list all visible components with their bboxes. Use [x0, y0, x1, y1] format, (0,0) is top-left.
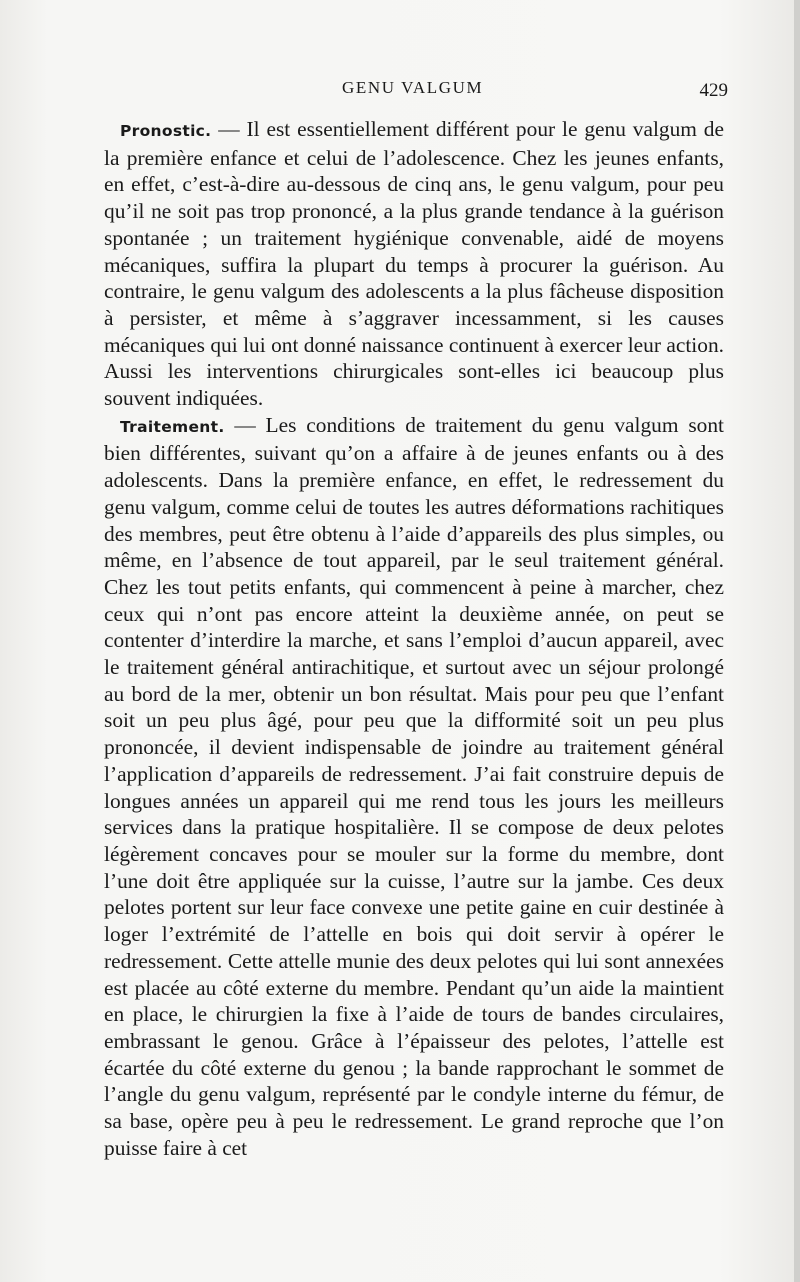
- page-number: 429: [699, 80, 728, 101]
- paragraph-text: — Les conditions de traitement du genu valgum sont bien différentes, suivant qu’on a affaire à de jeunes enfants ou à des adolescents. Dans la première enfance, en effet, le redressement du genu valgum, comme celui de toutes les autres déformations rachitiques des membres, peut être obtenu à l’aide d’appareils des plus simples, ou même, en l’absence de tout appareil, par le seul traitement général. Chez les tout petits enfants, qui commencent à peine à marcher, chez ceux qui n’ont pas encore atteint la deuxième année, on peut se contenter d’interdire la marche, et sans l’emploi d’aucun appareil, avec le traitement général antirachitique, et surtout avec un séjour prolongé au bord de la mer, obtenir un bon résultat. Mais pour peu que l’enfant soit un peu plus âgé, pour peu que la difformité soit un peu plus prononcée, il devient indispensable de joindre au traitement général l’application d’appareils de redressement. J’ai fait construire depuis de longues années un appareil qui me rend tous les jours les meilleurs services dans la pratique hospitalière. Il se compose de deux pelotes légèrement concaves pour se mouler sur la forme du membre, dont l’une doit être appliquée sur la cuisse, l’autre sur la jambe. Ces deux pelotes portent sur leur face convexe une petite gaine en cuir destinée à loger l’extrémité de l’attelle en bois qui doit servir à opérer le redressement. Cette attelle munie des deux pelotes qui lui sont annexées est placée au côté externe du membre. Pendant qu’un aide la maintient en place, le chirurgien la fixe à l’aide de tours de bandes circulaires, embrassant le genou. Grâce à l’épaisseur des pelotes, l’attelle est écartée du côté externe du genou ; la bande rapprochant le sommet de l’angle du genu valgum, représenté par le condyle interne du fémur, de sa base, opère peu à peu le redressement. Le grand reproche que l’on puisse faire à cet: [104, 412, 724, 1160]
- paragraph-text: — Il est essentiellement différent pour le genu valgum de la première enfance et celui de l’adolescence. Chez les jeunes enfants, en effet, c’est-à-dire au-dessous de cinq ans, le genu valgum, pour peu qu’il ne soit pas trop prononcé, a la plus grande tendance à la guérison spontanée ; un traitement hygiénique convenable, aidé de moyens mécaniques, suffira la plupart du temps à procurer la guérison. Au contraire, le genu valgum des adolescents a la plus fâcheuse disposition à persister, et même à s’aggraver incessamment, si les causes mécaniques qui lui ont donné naissance continuent à exercer leur action. Aussi les interventions chirurgicales sont-elles ici beaucoup plus souvent indiquées.: [104, 117, 724, 411]
- paragraph-traitement: [104, 412, 724, 1162]
- section-heading: Traitement.: [120, 417, 225, 436]
- page-header: [104, 78, 728, 108]
- paragraph-pronostic: [104, 116, 724, 412]
- body-text: [104, 116, 724, 1161]
- section-heading: Pronostic.: [120, 122, 212, 140]
- page-edge: [794, 0, 800, 1282]
- running-title: GENU VALGUM: [342, 78, 484, 97]
